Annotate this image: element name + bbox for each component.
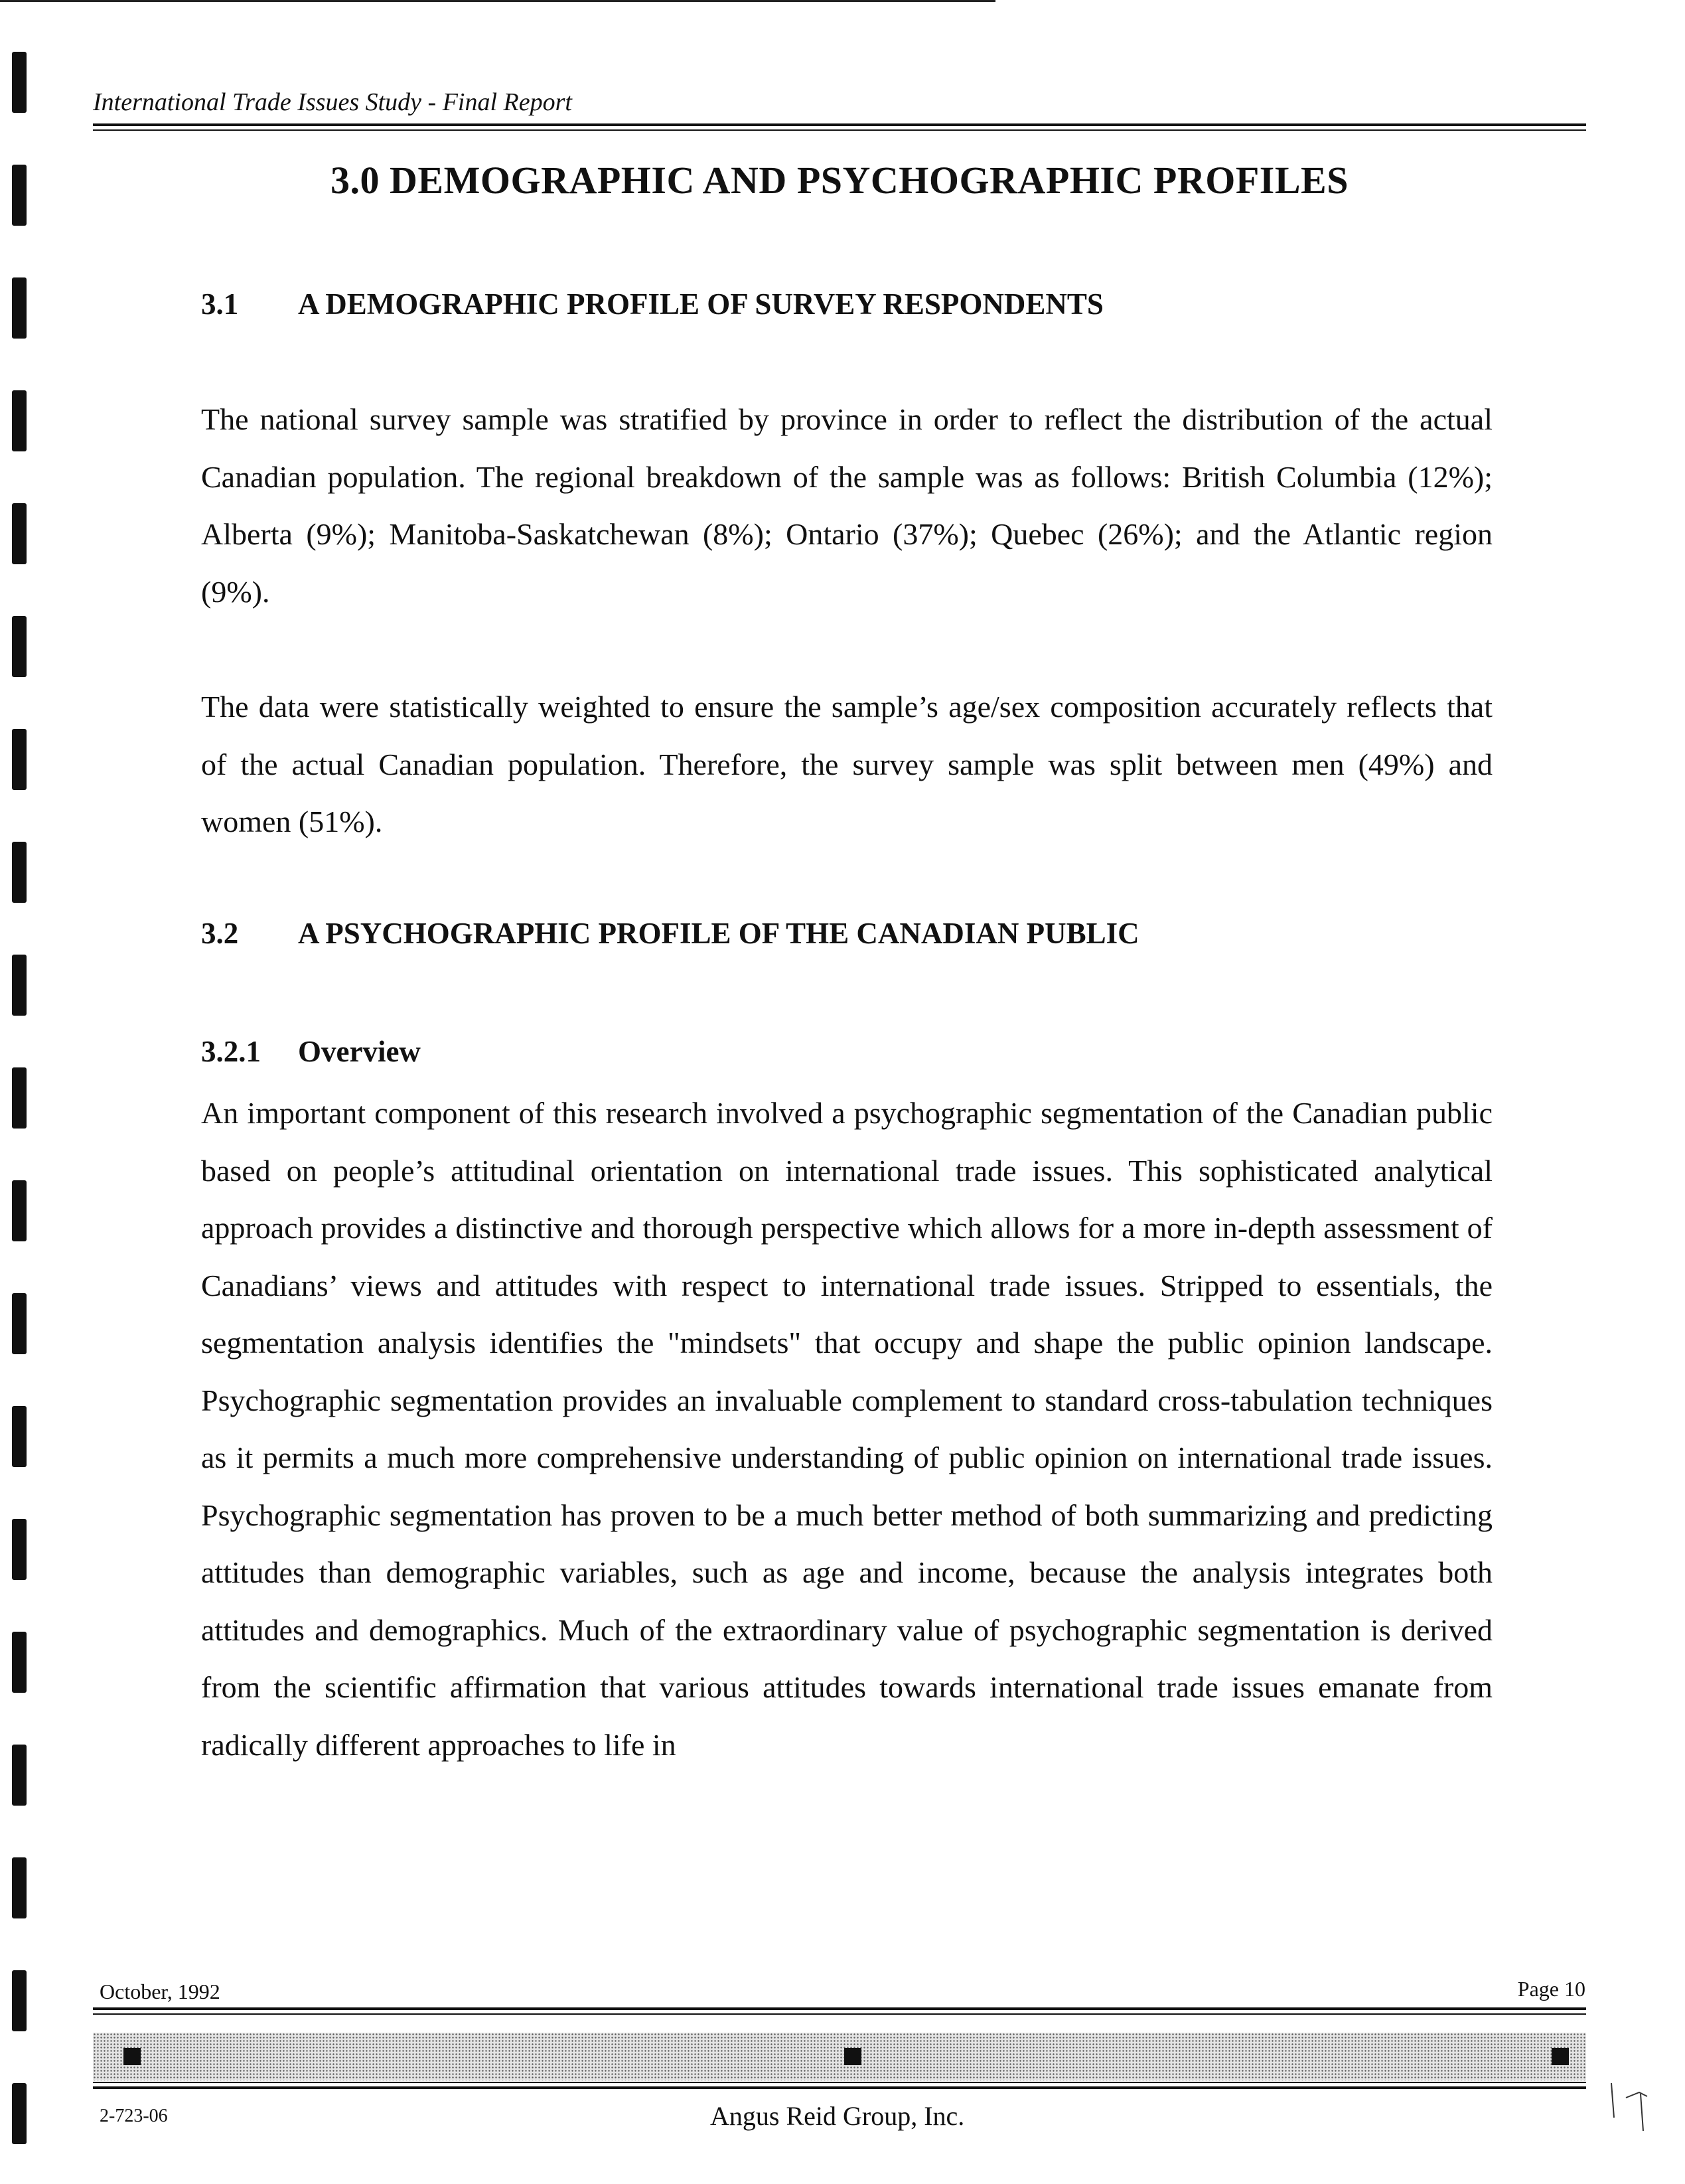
header-rule [93, 123, 1586, 131]
binding-mark [12, 1857, 27, 1918]
footer-rule-top [93, 2007, 1586, 2015]
binding-mark [12, 1067, 27, 1129]
band-square-left [123, 2048, 141, 2065]
subsection-heading-3-2 [201, 916, 1139, 951]
binding-mark [12, 955, 27, 1016]
subsection-heading-3-2-1 [201, 1034, 421, 1069]
footer-date: October, 1992 [100, 1980, 220, 2003]
binding-mark [12, 1293, 27, 1354]
subsection-number: 3.2 [201, 917, 239, 950]
binding-mark [12, 503, 27, 564]
footer-page-number: Page 10 [1517, 1977, 1585, 2001]
binding-mark [12, 616, 27, 677]
binding-mark [12, 390, 27, 451]
subsection-number: 3.1 [201, 287, 239, 321]
subsection-title: A DEMOGRAPHIC PROFILE OF SURVEY RESPONDENTS [298, 287, 1104, 321]
binding-mark [12, 842, 27, 903]
subsection-heading-3-1 [201, 287, 1104, 321]
subsection-number: 3.2.1 [201, 1035, 261, 1068]
binding-mark [12, 729, 27, 790]
binding-mark [12, 165, 27, 226]
footer-dotted-band [93, 2033, 1586, 2080]
subsection-title: Overview [298, 1035, 421, 1068]
footer-document-code: 2-723-06 [100, 2106, 168, 2126]
paragraph-sample-region: The national survey sample was stratified by province in order to reflect the distribution of the actual Canadian population. The regional breakdown of the sample was as follows: British Columbia (12%); Alberta (9%); Manitoba-Saskatchewan (8%); Ontario (37%); Quebec (26%); and the Atlantic region (9%). [201, 402, 1493, 609]
top-edge-rule [0, 0, 995, 2]
paragraph-sample-weighting: The data were statistically weighted to ensure the sample’s age/sex composition accurately reflects that of the actual Canadian population. Therefore, the survey sample was split between men (49%) and women (51%). [201, 690, 1493, 838]
binding-mark [12, 1519, 27, 1580]
footer-rule-bottom [93, 2082, 1586, 2089]
binding-mark [12, 1180, 27, 1241]
running-header: International Trade Issues Study - Final Report [93, 88, 572, 116]
binding-mark [12, 52, 27, 113]
band-square-center [844, 2048, 861, 2065]
binding-mark [12, 1745, 27, 1806]
footer-company: Angus Reid Group, Inc. [710, 2101, 965, 2131]
binding-mark [12, 2083, 27, 2144]
binding-mark [12, 1406, 27, 1467]
binding-mark [12, 1970, 27, 2031]
paragraph-overview: An important component of this research involved a psychographic segmentation of the Canadian public based on people’s attitudinal orientation on international trade issues. This sophisticated analytical approach provides a distinctive and thorough perspective which allows for a more in-depth assessment of Canadians’ views and attitudes with respect to international trade issues. Stripped to essentials, the segmentation analysis identifies the "mindsets" that occupy and shape the public opinion landscape. Psychographic segmentation provides an invaluable complement to standard cross-tabulation techniques as it permits a much more comprehensive understanding of public opinion on international trade issues. Psychographic segmentation has proven to be a much better method of both summarizing and predicting attitudes than demographic variables, such as age and income, because the analysis integrates both attitudes and demographics. Much of the extraordinary value of psychographic segmentation is derived from the scientific affirmation that various attitudes towards international trade issues emanate from radically different approaches to life in [201, 1096, 1493, 1762]
binding-mark [12, 277, 27, 339]
handwritten-mark [1606, 2078, 1659, 2138]
band-square-right [1552, 2048, 1569, 2065]
subsection-title: A PSYCHOGRAPHIC PROFILE OF THE CANADIAN PUBLIC [298, 917, 1139, 950]
section-title: 3.0 DEMOGRAPHIC AND PSYCHOGRAPHIC PROFILES [330, 159, 1349, 202]
binding-mark [12, 1632, 27, 1693]
